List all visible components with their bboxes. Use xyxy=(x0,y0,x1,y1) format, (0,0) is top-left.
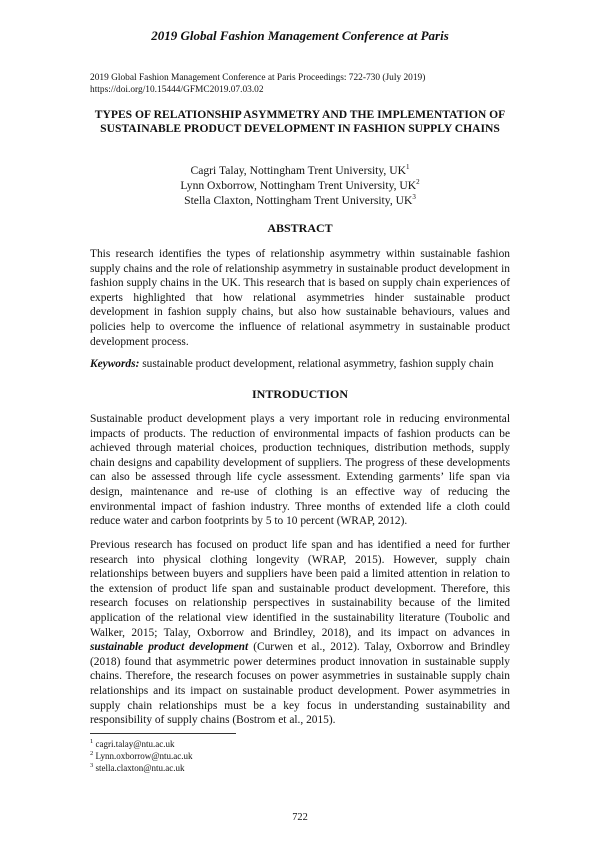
paper-title: TYPES OF RELATIONSHIP ASYMMETRY AND THE IMPLEMENTATION OF SUSTAINABLE PRODUCT DEVELOPMENT IN FASHION SUPPLY CHAINS xyxy=(94,108,506,135)
author-1-name: Cagri Talay, Nottingham Trent University, UK xyxy=(190,164,406,177)
author-1 xyxy=(90,163,510,178)
footnote-1-mark: 1 xyxy=(90,738,94,745)
footnote-2-email[interactable]: Lynn.oxborrow@ntu.ac.uk xyxy=(93,751,193,761)
keywords xyxy=(90,357,510,372)
paragraph-2-text-start: Previous research has focused on product life span and has identified a need for further research into physical clothing longevity (WRAP, 2015). However, supply chain relationships between buyers and suppliers have been paid a limited attention in relation to the extension of product life span and sustainable product development. Therefore, this research focuses on relationship perspectives in sustainability because of the limited application of the relational view identified in the sustainability literature (Toubolic and Walker, 2015; Talay, Oxborrow and Brindley, 2018), and its impact on advances in xyxy=(90,539,510,639)
introduction-paragraph-1: Sustainable product development plays a very important role in reducing environmental impacts of products. The reduction of environmental impacts of fashion products can be achieved through material choices, production techniques, distribution methods, supply chain designs and capability development of suppliers. The progress of these developments can also be assessed through life cycle assessment. Extending garments’ life span via design, maintenance and re-use of clothing is an effective way of reducing the environmental impact of fashion industry. Three months of extended life a cloth could reduce water and carbon footprints by 5 to 10 percent (WRAP, 2012). xyxy=(90,413,510,528)
author-list xyxy=(90,163,510,208)
keywords-text: sustainable product development, relational asymmetry, fashion supply chain xyxy=(139,358,494,370)
abstract-text: This research identifies the types of relationship asymmetry within sustainable fashion supply chains and the role of relationship asymmetry in sustainable product development in fashion supply chains in the UK. This research that is based on supply chain experiences of experts highlighted that how relational asymmetries hinder sustainable product development in fashion supply chains, but also how sustainable behaviours, values and policies help to overcome the influence of relational asymmetry in sustainable product development process. xyxy=(90,248,510,348)
running-head: 2019 Global Fashion Management Conference at Paris xyxy=(151,28,449,43)
author-3-name: Stella Claxton, Nottingham Trent University, UK xyxy=(184,194,413,207)
emphasized-term: sustainable product development xyxy=(90,641,249,654)
abstract-heading: ABSTRACT xyxy=(267,221,333,235)
author-3-footnote-mark: 3 xyxy=(412,193,416,202)
footnote-1-email[interactable]: cagri.talay@ntu.ac.uk xyxy=(93,739,175,749)
footnote-2 xyxy=(90,750,390,762)
author-2-footnote-mark: 2 xyxy=(416,178,420,187)
footnote-3 xyxy=(90,762,390,774)
page-number: 722 xyxy=(292,812,308,823)
proceedings-citation xyxy=(90,72,510,96)
paragraph-2-text-end: (Curwen et al., 2012). Talay, Oxborrow and Brindley (2018) found that asymmetric power determines product innovation in sustainable supply chains. Therefore, the research focuses on power asymmetries in sustainable supply chain relationships and its impact on sustainable product development. Power asymmetries in supply chain relationships must be a key focus in understanding sustainability and responsibility of supply chains (Bostrom et al., 2015). xyxy=(90,641,511,727)
footnote-divider xyxy=(90,733,236,734)
author-2 xyxy=(90,178,510,193)
footnote-2-mark: 2 xyxy=(90,750,94,757)
footnotes xyxy=(90,738,390,774)
footnote-3-mark: 3 xyxy=(90,762,94,769)
proceedings-line: 2019 Global Fashion Management Conference at Paris Proceedings: 722-730 (July 2019) xyxy=(90,73,426,83)
introduction-paragraph-2 xyxy=(90,538,510,728)
author-1-footnote-mark: 1 xyxy=(405,163,410,172)
keywords-label: Keywords: xyxy=(90,358,140,370)
doi-link[interactable]: https://doi.org/10.15444/GFMC2019.07.03.02 xyxy=(90,85,264,95)
footnote-3-email[interactable]: stella.claxton@ntu.ac.uk xyxy=(93,763,185,773)
author-2-name: Lynn Oxborrow, Nottingham Trent University, UK xyxy=(180,179,417,192)
introduction-heading: INTRODUCTION xyxy=(251,387,348,401)
footnote-1 xyxy=(90,738,390,750)
author-3 xyxy=(90,193,510,208)
